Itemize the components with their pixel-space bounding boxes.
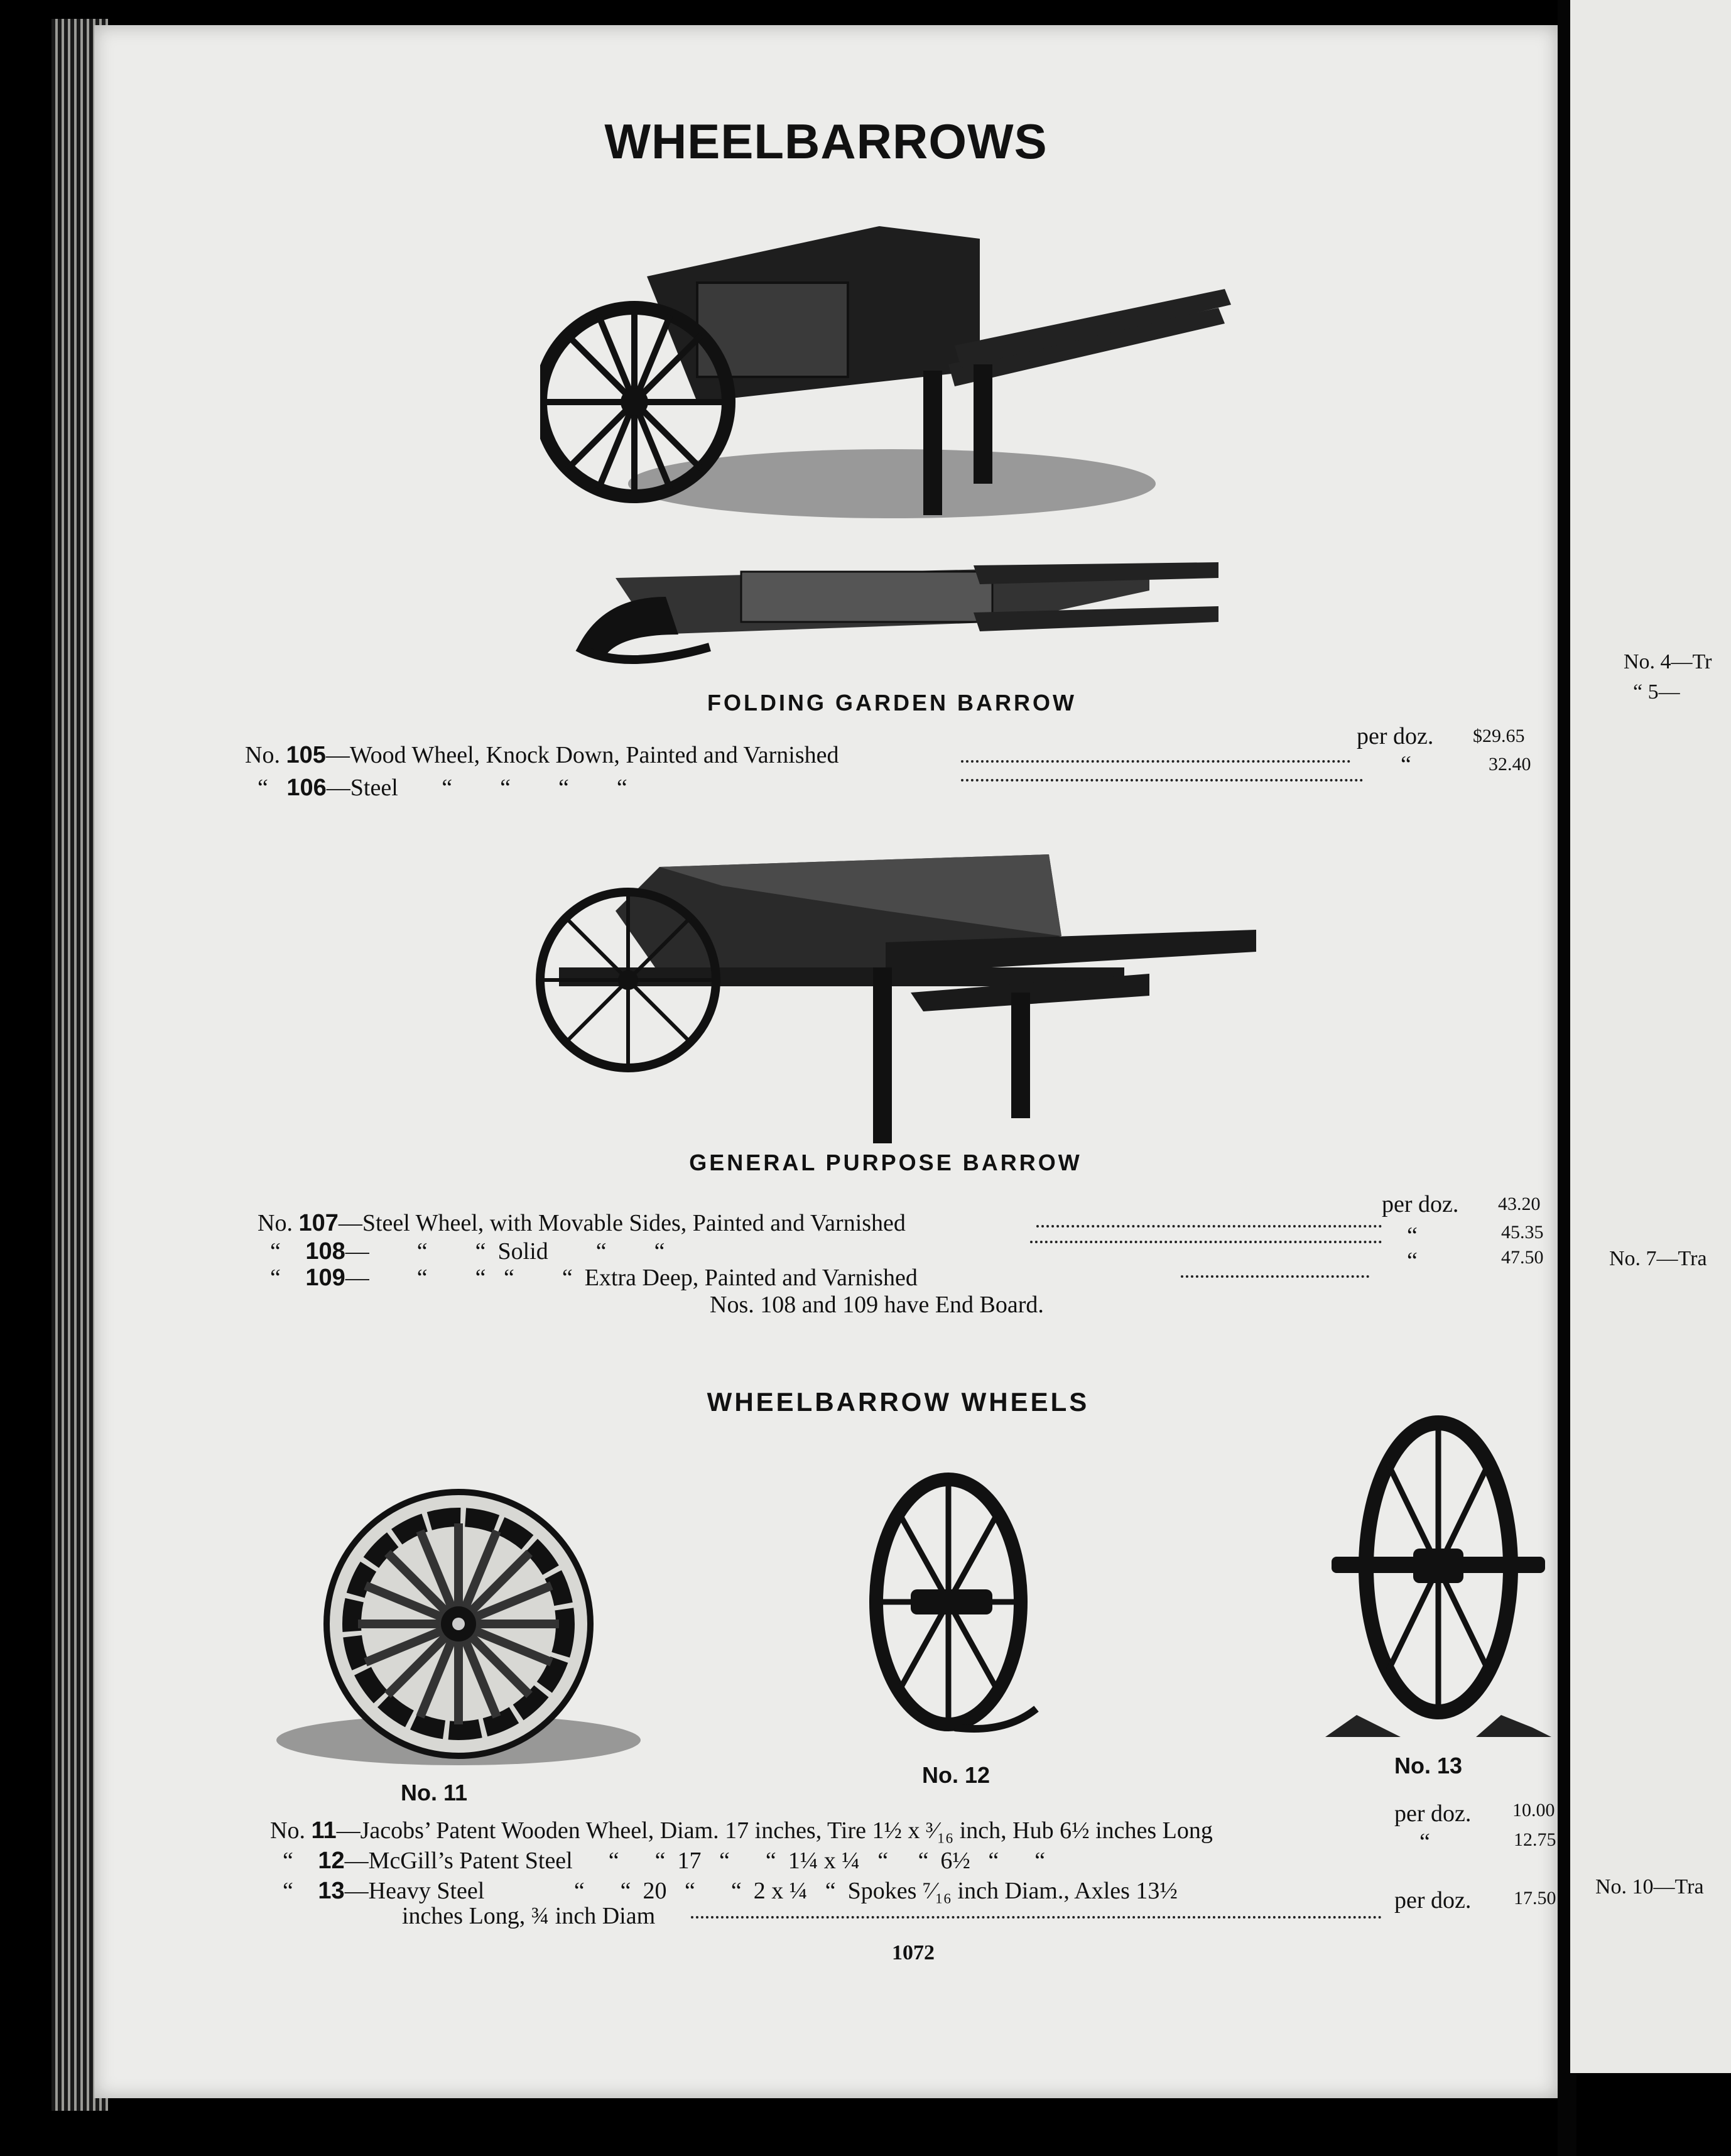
price-row-107 (258, 1209, 906, 1237)
item-number: 108 (305, 1238, 345, 1265)
item-prefix: “ (270, 1265, 281, 1291)
item-prefix: “ (258, 775, 268, 801)
item-description: —Wood Wheel, Knock Down, Painted and Varnished (325, 742, 839, 768)
item-description: —Steel (326, 775, 398, 801)
facing-page-line: No. 4—Tr (1624, 650, 1712, 673)
price-value: 47.50 (1501, 1247, 1544, 1268)
item-description: —Steel Wheel, with Movable Sides, Painted and Varnished (338, 1210, 906, 1236)
price-row-106 (258, 774, 627, 802)
price-value: $29.65 (1473, 726, 1525, 746)
page-title: WHEELBARROWS (604, 114, 1048, 169)
item-number: 12 (318, 1848, 345, 1874)
steel-wheel-illustration (867, 1457, 1043, 1740)
price-value: 32.40 (1489, 754, 1531, 775)
price-row-13 (283, 1877, 1178, 1905)
item-number: 105 (286, 742, 326, 768)
item-prefix: No. (245, 742, 280, 768)
item-prefix: No. (270, 1817, 305, 1844)
item-number: 107 (298, 1210, 339, 1236)
unit-label: per doz. (1382, 1191, 1459, 1217)
section-heading-general: GENERAL PURPOSE BARROW (689, 1150, 1082, 1175)
unit-label: “ (1401, 751, 1411, 778)
item-description: inches Long, ¾ inch Diam (402, 1903, 656, 1929)
item-prefix: “ (283, 1878, 293, 1904)
general-barrow-illustration (534, 848, 1262, 1150)
unit-label: per doz. (1357, 723, 1434, 749)
unit-label: “ (1407, 1248, 1418, 1274)
heavy-steel-wheel-illustration (1319, 1413, 1558, 1746)
leader-dots (1036, 1225, 1382, 1228)
price-row-109 (270, 1264, 918, 1292)
unit-label: “ (1419, 1829, 1430, 1855)
price-row-12 (283, 1847, 1045, 1875)
wheel-label-12: No. 12 (922, 1762, 990, 1788)
folding-barrow-illustration (540, 214, 1244, 540)
price-row-13-continued (402, 1902, 655, 1930)
item-description: — “ “ Solid “ “ (345, 1238, 665, 1265)
price-value: 45.35 (1501, 1222, 1544, 1243)
leader-dots (961, 760, 1350, 763)
item-prefix: No. (258, 1210, 293, 1236)
item-description: —Jacobs’ Patent Wooden Wheel, Diam. 17 inches, Tire 1½ x ³⁄₁₆ inch, Hub 6½ inches Long (336, 1817, 1213, 1844)
item-number: 13 (318, 1878, 345, 1904)
price-row-11 (270, 1817, 1213, 1844)
item-description: —McGill’s Patent Steel “ “ 17 “ “ 1¼ x ¼ “ “ 6½ “ “ (344, 1848, 1046, 1874)
section-heading-wheels: WHEELBARROW WHEELS (707, 1387, 1090, 1417)
price-row-108 (270, 1238, 665, 1265)
facing-page-line: No. 10—Tra (1595, 1875, 1704, 1898)
price-row-105 (245, 741, 838, 769)
leader-dots (691, 1916, 1382, 1919)
price-value: 10.00 (1512, 1800, 1555, 1821)
item-number: 109 (305, 1265, 345, 1291)
item-prefix: “ (270, 1238, 281, 1265)
wheel-label-13: No. 13 (1394, 1753, 1463, 1778)
wheel-label-11: No. 11 (401, 1780, 468, 1805)
ditto-marks: “ “ “ “ (442, 775, 627, 801)
unit-label: “ (1407, 1222, 1418, 1249)
item-number: 11 (311, 1817, 337, 1844)
item-description: —Heavy Steel “ “ 20 “ “ 2 x ¼ “ Spokes ⁷⁄₁₆ inch Diam., Axles 13½ (344, 1878, 1178, 1904)
item-number: 106 (286, 775, 327, 801)
facing-page (1570, 0, 1731, 2073)
leader-dots (961, 779, 1363, 781)
section-heading-folding: FOLDING GARDEN BARROW (707, 690, 1077, 716)
leader-dots (1181, 1275, 1369, 1278)
folded-barrow-illustration (565, 553, 1231, 678)
unit-label: per doz. (1394, 1887, 1472, 1914)
price-value: 12.75 (1514, 1829, 1556, 1850)
item-prefix: “ (283, 1848, 293, 1874)
end-board-note: Nos. 108 and 109 have End Board. (710, 1292, 1044, 1318)
wooden-wheel-illustration (276, 1483, 641, 1772)
facing-page-line: No. 7—Tra (1609, 1247, 1707, 1270)
facing-page-line: “ 5— (1633, 680, 1680, 704)
page-number: 1072 (892, 1941, 935, 1964)
price-value: 17.50 (1514, 1888, 1556, 1908)
item-description: — “ “ “ “ Extra Deep, Painted and Varnished (345, 1265, 918, 1291)
price-value: 43.20 (1498, 1194, 1541, 1214)
leader-dots (1030, 1241, 1382, 1243)
unit-label: per doz. (1394, 1800, 1472, 1827)
